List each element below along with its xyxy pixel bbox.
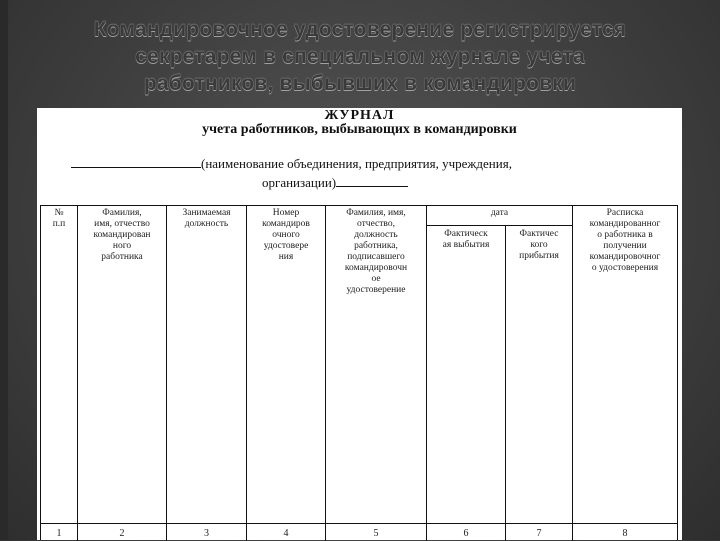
organization-label-1: (наименование объединения, предприятия, учреждения, bbox=[201, 156, 512, 171]
column-number: 2 bbox=[119, 528, 125, 539]
header-col-2: Фамилия, имя, отчество командирован ного работника bbox=[93, 208, 151, 262]
slide-title-line-3: работников, выбывших в командировки bbox=[143, 72, 577, 95]
slide-title-line-1: Командировочное удостоверение регистрируется bbox=[93, 18, 627, 41]
column-number: 6 bbox=[463, 528, 469, 539]
header-col-1: № п.п bbox=[52, 208, 66, 229]
column-number: 8 bbox=[622, 528, 628, 539]
column-number: 1 bbox=[56, 528, 62, 539]
journal-title: ЖУРНАЛ bbox=[324, 108, 395, 123]
col-divider bbox=[505, 226, 506, 541]
journal-document bbox=[37, 108, 682, 540]
journal-table bbox=[40, 205, 678, 540]
header-col-8: Расписка командированног о работника в получении командировочног о удостоверения bbox=[589, 208, 661, 273]
journal-subtitle: учета работников, выбывающих в командировки bbox=[202, 122, 517, 137]
slide-title-line-2: секретарем в специальном журнале учета bbox=[135, 45, 585, 68]
column-number: 7 bbox=[536, 528, 542, 539]
number-row-divider bbox=[41, 523, 677, 524]
column-number: 4 bbox=[283, 528, 289, 539]
header-col-5: Фамилия, имя, отчество, должность работника, подписавшего командировочн ое удостоверение bbox=[344, 208, 408, 295]
header-col-6: Фактическ ая выбытия bbox=[442, 229, 490, 250]
column-number: 3 bbox=[204, 528, 209, 539]
header-col-3: Занимаемая должность bbox=[182, 208, 231, 229]
header-col-4: Номер командиров очного удостовере ния bbox=[262, 208, 310, 262]
date-group-divider bbox=[426, 225, 572, 226]
slide-title bbox=[0, 16, 720, 97]
header-date-group: дата bbox=[490, 208, 509, 218]
header-col-7: Фактичес кого прибытия bbox=[519, 229, 559, 261]
organization-blank-2 bbox=[336, 174, 408, 187]
organization-label-2: организации) bbox=[262, 175, 337, 190]
col-divider bbox=[426, 206, 427, 541]
column-number: 5 bbox=[373, 528, 379, 539]
organization-line-2 bbox=[262, 174, 408, 191]
col-divider bbox=[166, 206, 167, 541]
organization-line-1 bbox=[71, 155, 512, 172]
organization-blank-1 bbox=[71, 155, 201, 168]
